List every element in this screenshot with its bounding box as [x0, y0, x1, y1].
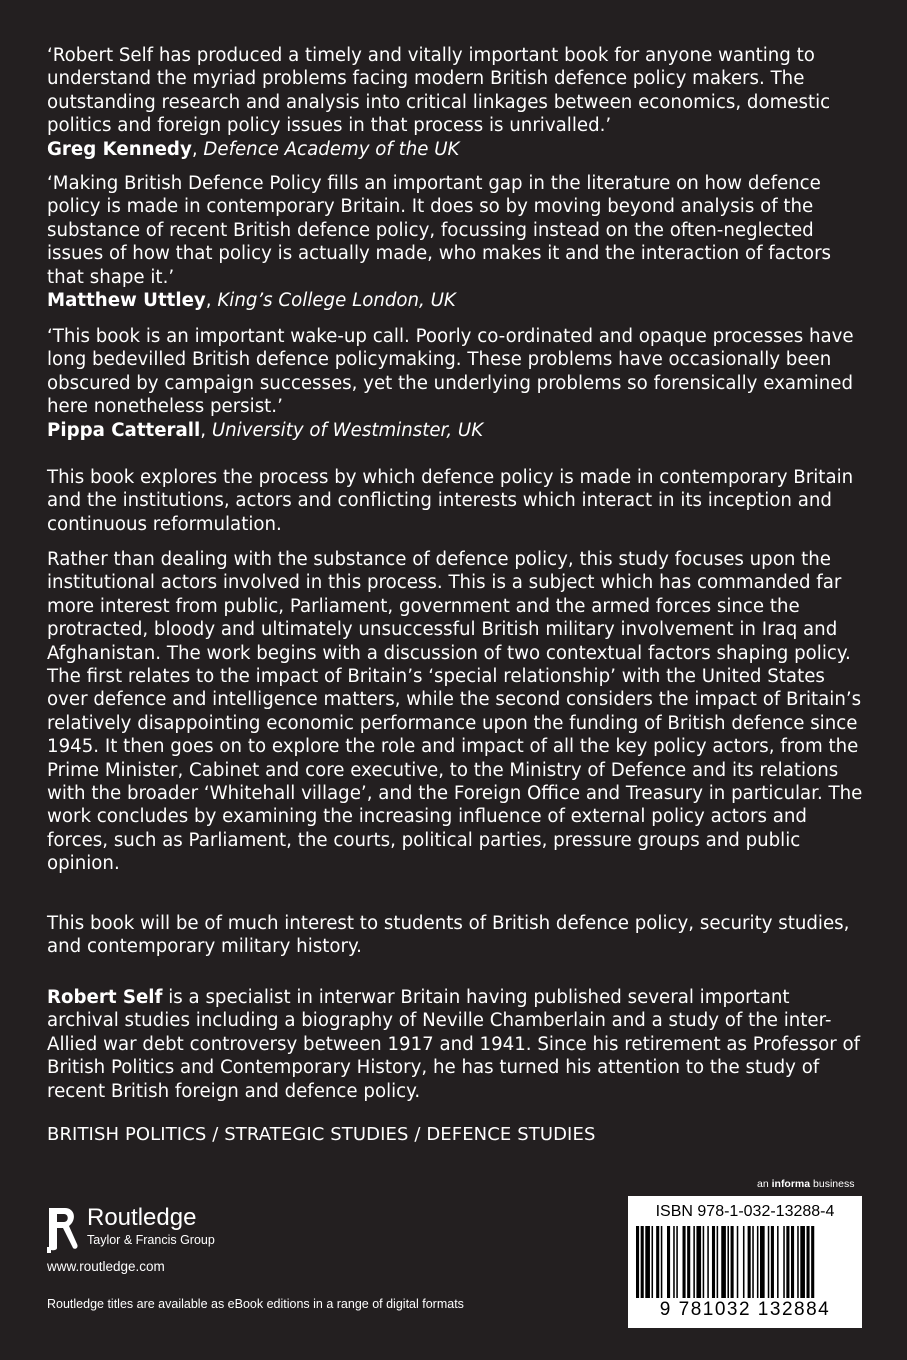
review-quote: ‘This book is an important wake-up call. Poorly co-ordinated and opaque processes have long bedevilled British defence policymaking. These problems have occasionally been obscured by campaign successes, yet the underlying problems so forensically examined here nonetheless persist.’ — [47, 326, 854, 418]
reviewer-name: Matthew Uttley — [47, 290, 206, 312]
review-attribution: Matthew Uttley, King’s College London, UK — [47, 290, 456, 312]
author-name: Robert Self — [47, 987, 163, 1008]
informa-tagline — [757, 1178, 854, 1190]
barcode-bar — [786, 1226, 789, 1298]
barcode-bar — [737, 1226, 739, 1298]
barcode-bar — [667, 1226, 670, 1298]
barcode-bar — [727, 1226, 729, 1298]
barcode-bar — [797, 1226, 799, 1298]
description-3 — [47, 912, 867, 959]
description-paragraph: This book will be of much interest to students of British defence policy, security studies, and contemporary military history. — [47, 913, 850, 958]
barcode-bar — [683, 1226, 686, 1298]
barcode-bar — [791, 1226, 794, 1298]
informa-suffix: business — [810, 1178, 855, 1190]
barcode-bar — [721, 1226, 726, 1298]
barcode-bar — [636, 1226, 639, 1298]
review-quote: ‘Robert Self has produced a timely and vitally important book for anyone wanting to understand the myriad problems facing modern British defence policy makers. The outstanding research and analysis into critical linkages between economics, domestic politics and foreign policy issues in that process is unrivalled.’ — [47, 45, 831, 137]
barcode-bar — [771, 1226, 774, 1298]
barcode-bar — [757, 1226, 759, 1298]
publisher-name: Routledge — [87, 1204, 197, 1231]
subject-categories: BRITISH POLITICS / STRATEGIC STUDIES / DEFENCE STUDIES — [47, 1124, 596, 1145]
routledge-r-icon — [45, 1204, 79, 1254]
barcode-bar — [676, 1226, 678, 1298]
barcode-bar — [661, 1226, 663, 1298]
review-quote: ‘Making British Defence Policy fills an important gap in the literature on how defence policy is made in contemporary Britain. It does so by moving beyond analysis of the substance of recent British defence policy, focussing instead on the often-neglected issues of how that policy is actually made, who makes it and the interaction of factors that shape it.’ — [47, 173, 832, 288]
informa-brand: informa — [771, 1178, 811, 1190]
review-1 — [47, 44, 867, 161]
review-attribution: Greg Kennedy, Defence Academy of the UK — [47, 138, 460, 160]
isbn-label: ISBN 978-1-032-13288-4 — [655, 1203, 835, 1220]
reviewer-affiliation: King’s College London, UK — [217, 290, 456, 312]
barcode-bar — [645, 1226, 650, 1298]
barcode-bar — [752, 1226, 754, 1298]
barcode-bar — [641, 1226, 644, 1298]
author-bio-paragraph — [47, 986, 867, 1103]
description-paragraph: Rather than dealing with the substance of defence policy, this study focuses upon the institutional actors involved in this process. This is a subject which has commanded far more interest from public, Parliament, government and the armed forces since the protracted, bloody and ultimately unsuccessful British military involvement in Iraq and Afghanistan. The work begins with a discussion of two contextual factors shaping policy. The first relates to the impact of Britain’s ‘special relationship’ with the United States over defence and intelligence matters, while the second considers the impact of Britain’s relatively disappointing economic performance upon the funding of British defence since 1945. It then goes on to explore the role and impact of all the key policy actors, from the Prime Minister, Cabinet and core executive, to the Ministry of Defence and its relations with the broader ‘Whitehall village’, and the Foreign Office and Treasury in particular. The work concludes by examining the increasing influence of external policy actors and forces, such as Parliament, the courts, political parties, pressure groups and public opinion. — [47, 549, 863, 875]
barcode-bar — [673, 1226, 675, 1298]
publisher-group: Taylor & Francis Group — [87, 1233, 215, 1247]
informa-prefix: an — [757, 1178, 772, 1190]
barcode-bar — [731, 1226, 734, 1298]
publisher-logo — [45, 1200, 245, 1260]
barcode-bar — [800, 1226, 805, 1298]
publisher-url[interactable]: www.routledge.com — [47, 1259, 165, 1274]
barcode-bar — [703, 1226, 705, 1298]
barcode-bar — [687, 1226, 690, 1298]
barcode-digits: 9 781032 132884 — [659, 1299, 831, 1320]
isbn-barcode — [628, 1196, 862, 1328]
review-2 — [47, 172, 867, 312]
barcode-bar — [760, 1226, 765, 1298]
author-bio — [47, 986, 867, 1103]
description-paragraph: This book explores the process by which defence policy is made in contemporary Britain and the institutions, actors and conflicting interests which interact in its inception and continuous reformulation. — [47, 467, 854, 535]
barcode-bar — [811, 1226, 814, 1298]
barcode-bar — [777, 1226, 779, 1298]
description-1 — [47, 466, 867, 536]
barcode-bar — [656, 1226, 659, 1298]
reviewer-name: Pippa Catterall — [47, 419, 201, 441]
description-2 — [47, 548, 867, 876]
reviewer-affiliation: Defence Academy of the UK — [203, 138, 460, 160]
barcode-bar — [768, 1226, 770, 1298]
barcode-bar — [707, 1226, 709, 1298]
barcode-bar — [717, 1226, 719, 1298]
author-bio-text: is a specialist in interwar Britain having published several important archival studies including a biography of Neville Chamberlain and a study of the inter-Allied war debt controversy between 1917 and 1941. Since his retirement as Professor of British Politics and Contemporary History, he has turned his attention to the study of recent British foreign and defence policy. — [47, 987, 861, 1102]
reviewer-affiliation: University of Westminster, UK — [211, 419, 484, 441]
barcode-bar — [652, 1226, 654, 1298]
barcode-bar — [783, 1226, 785, 1298]
barcode-bars — [636, 1226, 854, 1300]
barcode-bar — [748, 1226, 751, 1298]
review-attribution: Pippa Catterall, University of Westminster, UK — [47, 419, 484, 441]
ebook-note: Routledge titles are available as eBook editions in a range of digital formats — [47, 1297, 464, 1311]
review-3 — [47, 325, 867, 442]
barcode-bar — [743, 1226, 745, 1298]
barcode-bar — [696, 1226, 701, 1298]
barcode-bar — [807, 1226, 810, 1298]
reviewer-name: Greg Kennedy — [47, 138, 192, 160]
barcode-bar — [712, 1226, 715, 1298]
barcode-bar — [693, 1226, 695, 1298]
